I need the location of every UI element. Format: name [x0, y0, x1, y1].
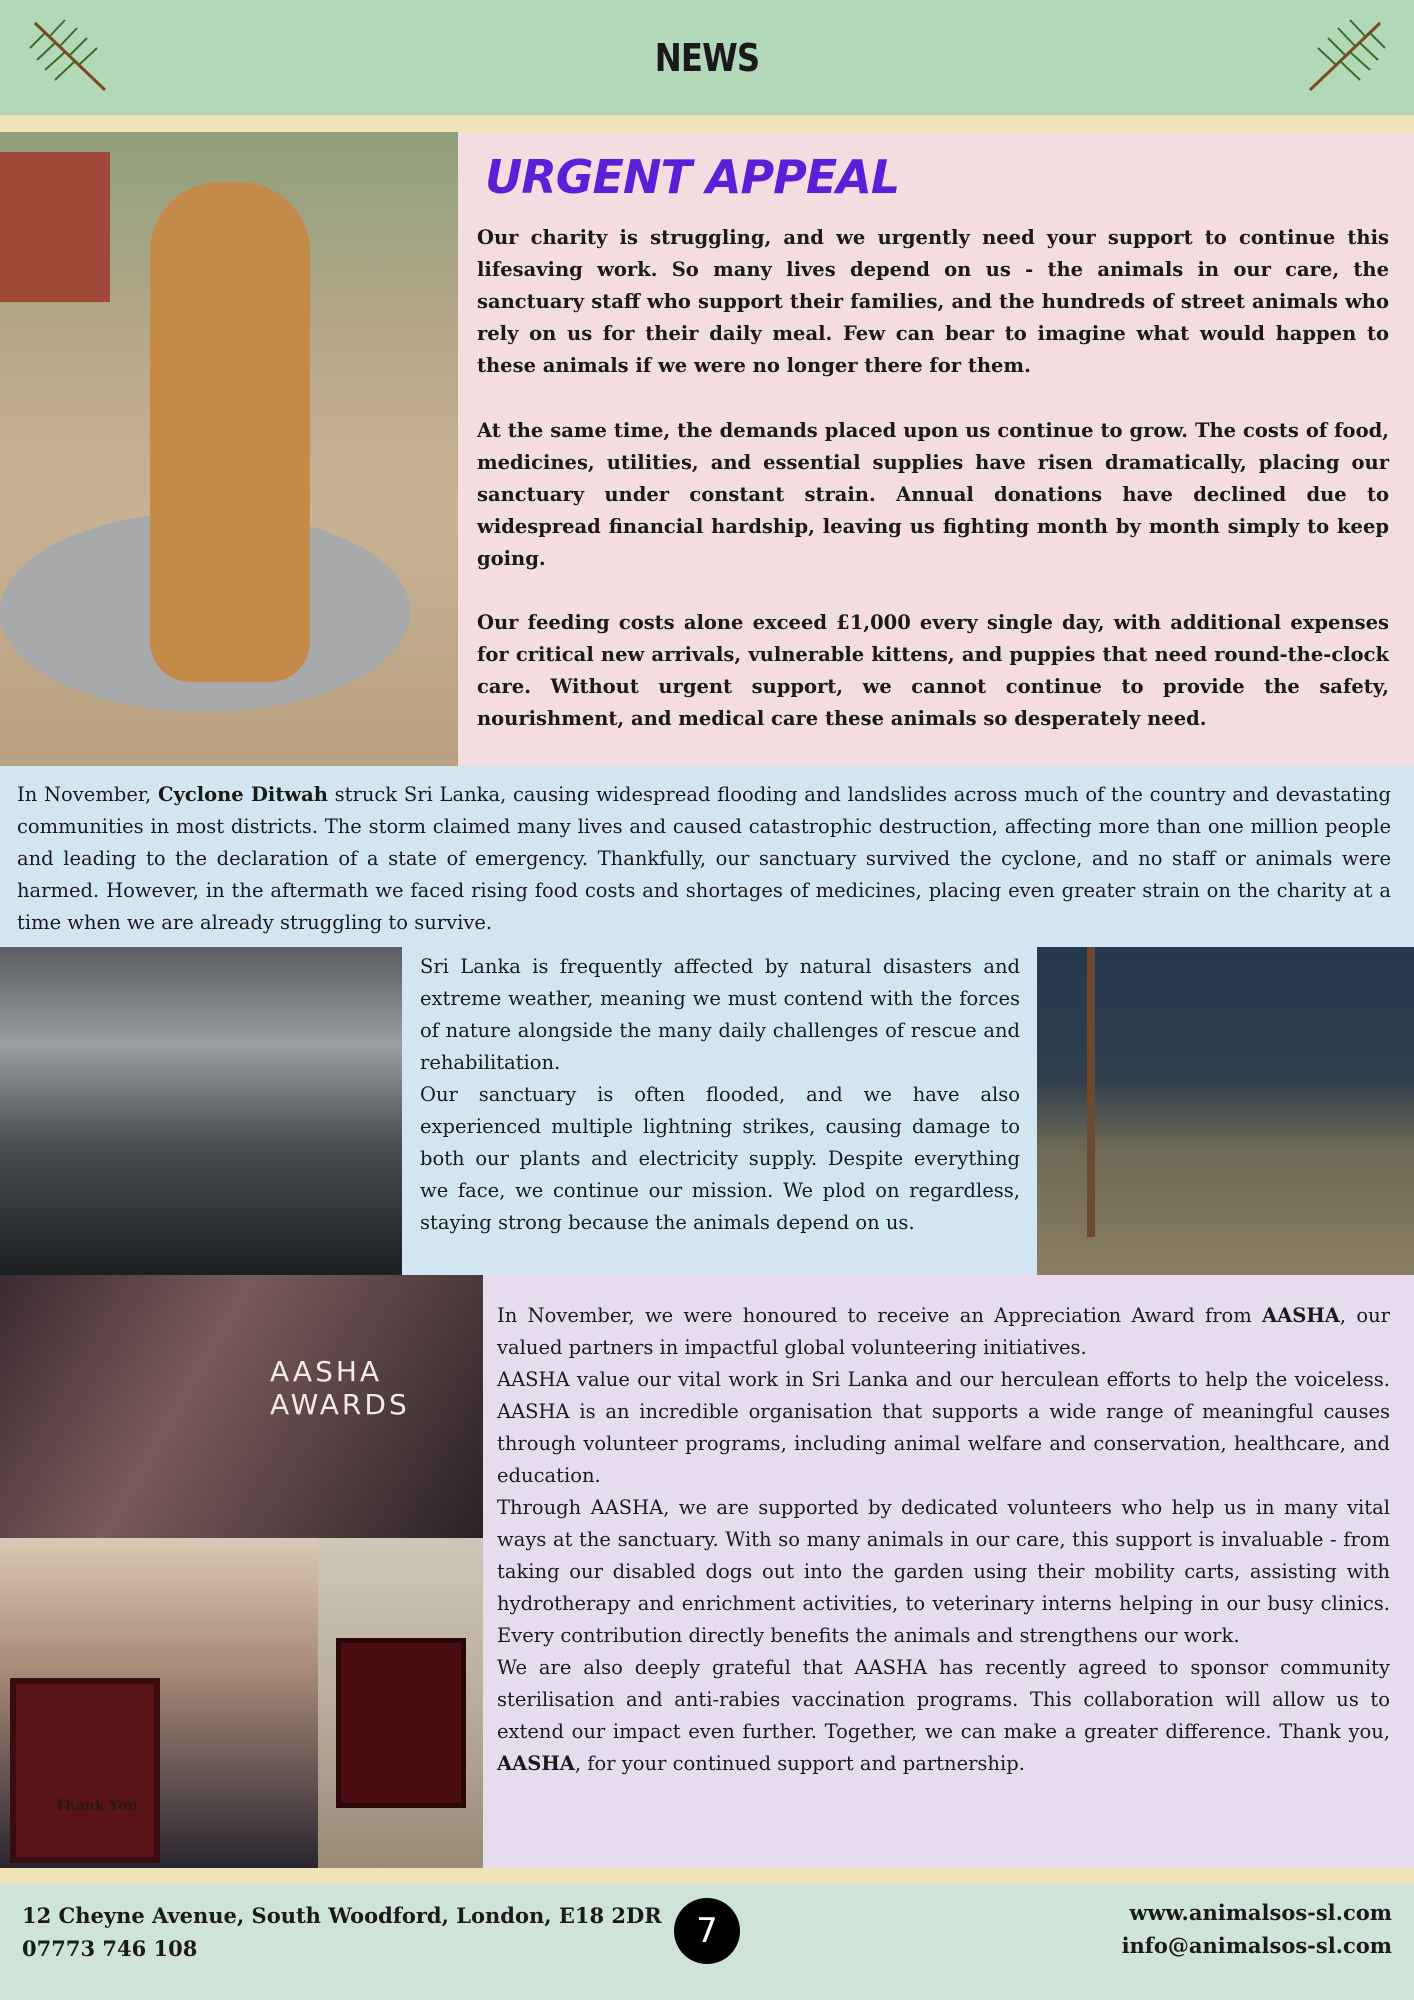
cyclone-paragraph: Sri Lanka is frequently affected by natural disasters and extreme weather, meaning we must contend with the forces of nature alongside the many daily challenges of rescue and rehabilitation. — [420, 955, 1020, 1074]
page-title: NEWS — [654, 36, 760, 80]
storm-sky-photo — [0, 947, 402, 1275]
aasha-text — [497, 1300, 1390, 1780]
divider-band — [0, 1868, 1414, 1884]
dog-photo — [0, 132, 458, 766]
aasha-paragraph: We are also deeply grateful that AASHA has recently agreed to sponsor community sterilisation and anti-rabies vaccination programs. This collaboration will allow us to extend our impact even further. Together, we can make a greater difference. Thank you, AASHA, for your continued support and partnership. — [497, 1656, 1390, 1775]
appeal-paragraph: At the same time, the demands placed upon us continue to grow. The costs of food, medicines, utilities, and essential supplies have risen dramatically, placing our sanctuary under constant strain. Annual donations have declined due to widespread financial hardship, leaving us fighting month by month simply to keep going. — [477, 419, 1389, 570]
appeal-paragraph: Our feeding costs alone exceed £1,000 every single day, with additional expenses for critical new arrivals, vulnerable kittens, and puppies that need round-the-clock care. Without urgent support, we cannot continue to provide the safety, nourishment, and medical care these animals so desperately need. — [477, 611, 1389, 730]
divider-band — [0, 115, 1414, 132]
award-ceremony-photo: AASHA AWARDS — [0, 1275, 483, 1538]
award-plaque-photo — [318, 1538, 483, 1868]
page-number: 7 — [674, 1898, 740, 1964]
aasha-paragraph: Through AASHA, we are supported by dedicated volunteers who help us in many vital ways at the sanctuary. With so many animals in our care, this support is invaluable - from taking our disabled dogs out into the garden using their mobility carts, assisting with hydrotherapy and enrichment activities, to veterinary interns helping in our busy clinics. Every contribution directly benefits the animals and strengthens our work. — [497, 1496, 1390, 1647]
footer-address: 12 Cheyne Avenue, South Woodford, London, E18 2DR — [22, 1903, 662, 1928]
cyclone-intro: In November, Cyclone Ditwah struck Sri Lanka, causing widespread flooding and landslides across much of the country and devastating communities in most districts. The storm claimed many lives and caused catastrophic destruction, affecting more than one million people and leading to the declaration of a state of emergency. Thankfully, our sanctuary survived the cyclone, and no staff or animals were harmed. However, in the aftermath we faced rising food costs and shortages of medicines, placing even greater strain on the charity at a time when we are already struggling to survive. — [17, 783, 1391, 934]
aasha-paragraph: In November, we were honoured to receive an Appreciation Award from AASHA, our valued partners in impactful global volunteering initiatives. — [497, 1304, 1390, 1359]
pine-branch-icon — [25, 18, 115, 98]
footer-website[interactable]: www.animalsos-sl.com — [1129, 1900, 1392, 1925]
urgent-appeal-heading: URGENT APPEAL — [485, 150, 900, 204]
appeal-paragraph: Our charity is struggling, and we urgently need your support to continue this lifesaving work. So many lives depend on us - the animals in our care, the sanctuary staff who support their families, and the hundreds of street animals who rely on us for their daily meal. Few can bear to imagine what would happen to these animals if we were no longer there for them. — [477, 226, 1389, 377]
flooded-sanctuary-photo — [1037, 947, 1414, 1275]
cyclone-paragraph: Our sanctuary is often flooded, and we have also experienced multiple lightning strikes, causing damage to both our plants and electricity supply. Despite everything we face, we continue our mission. We plod on regardless, staying strong because the animals depend on us. — [420, 1083, 1020, 1234]
footer-phone: 07773 746 108 — [22, 1936, 198, 1961]
award-recipient-photo: Thank You — [0, 1538, 318, 1868]
footer-email[interactable]: info@animalsos-sl.com — [1121, 1933, 1392, 1958]
aasha-paragraph: AASHA value our vital work in Sri Lanka and our herculean efforts to help the voiceless. AASHA is an incredible organisation that supports a wide range of meaningful causes through volunteer programs, including animal welfare and conservation, healthcare, and education. — [497, 1368, 1390, 1487]
pine-branch-icon — [1300, 18, 1390, 98]
